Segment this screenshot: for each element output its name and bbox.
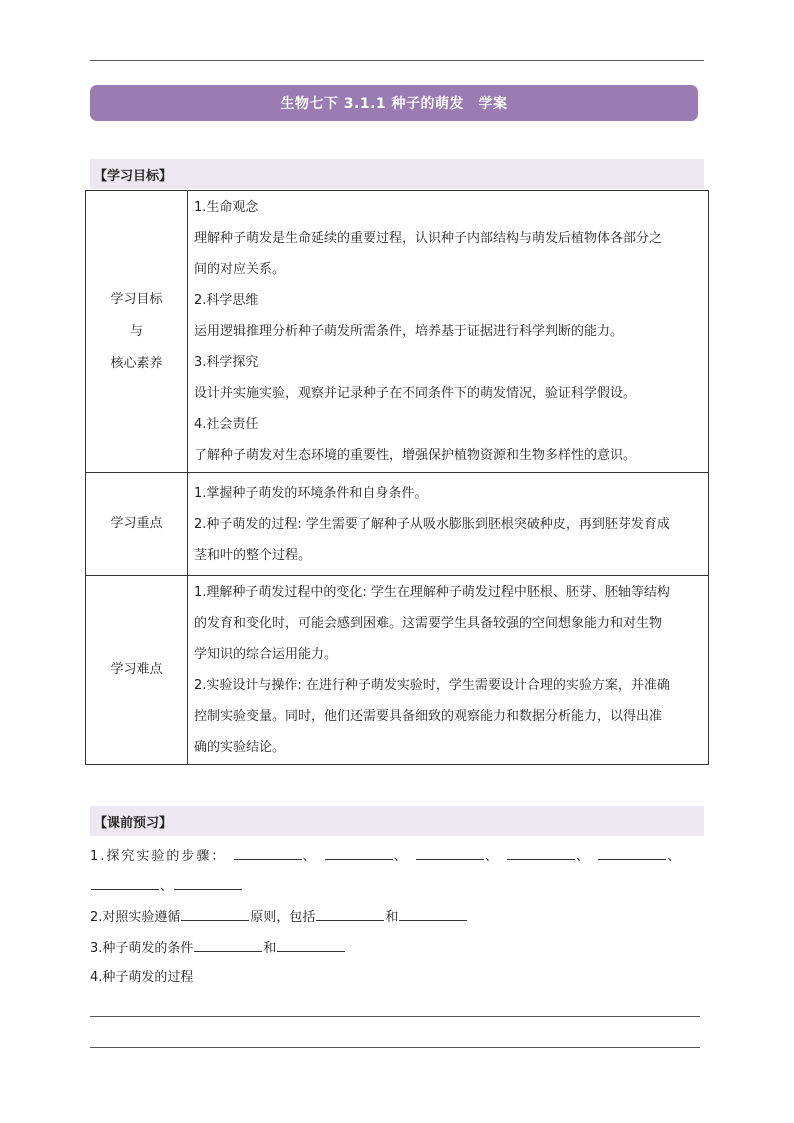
content-line: 1.掌握种子萌发的环境条件和自身条件。 [194,485,428,501]
row-label-line: 核心素养 [110,355,163,371]
content-line: 3.科学探究 [194,355,259,370]
answer-blank[interactable] [416,845,484,860]
preview-question-1-cont [90,875,243,897]
answer-writing-line[interactable] [90,1047,700,1048]
content-line: 学知识的综合运用能力。 [194,647,338,662]
row-label-line: 与 [129,323,143,339]
question-text: 2.对照实验遵循 [90,910,181,925]
question-text: 3.种子萌发的条件 [90,941,194,956]
content-line: 设计并实施实验，观察并记录种子在不同条件下的萌发情况，验证科学假设。 [194,386,637,401]
answer-blank[interactable] [325,845,393,860]
content-line: 确的实验结论。 [194,740,286,755]
title-banner [90,85,698,121]
separator: 、 [393,849,409,864]
preview-question-2 [90,906,468,928]
row-label-key-points: 学习重点 [86,473,188,576]
content-line: 控制实验变量。同时，他们还需要具备细致的观察能力和数据分析能力，以得出准 [194,709,663,724]
preview-question-3 [90,937,346,959]
content-line: 2.实验设计与操作: 在进行种子萌发实验时，学生需要设计合理的实验方案，并准确 [194,678,670,693]
content-line: 了解种子萌发对生态环境的重要性，增强保护植物资源和生物多样性的意识。 [194,448,637,463]
row-label-goals [86,191,188,473]
question-text: 1.探究实验的步骤： [90,849,227,864]
separator: 、 [160,879,174,894]
content-line: 间的对应关系。 [194,262,286,277]
question-text: 和 [385,910,399,925]
row-label-line: 学习目标 [110,291,163,307]
answer-blank[interactable] [174,875,242,890]
question-text: 4.种子萌发的过程 [90,970,194,985]
answer-blank[interactable] [598,845,666,860]
answer-blank[interactable] [181,906,249,921]
preview-section-label: 【课前预习】 [94,815,173,831]
goals-section-header [90,159,704,189]
content-line: 2.科学思维 [194,293,259,308]
content-line: 2.种子萌发的过程: 学生需要了解种子从吸水膨胀到胚根突破种皮，再到胚芽发育成 [194,516,670,532]
row-content-goals [188,191,709,473]
answer-blank[interactable] [234,845,302,860]
content-line: 1.生命观念 [194,200,259,215]
header-rule [90,60,704,61]
question-text: 原则，包括 [250,910,316,925]
separator: 、 [576,849,592,864]
answer-blank[interactable] [316,906,384,921]
content-line: 1.理解种子萌发过程中的变化: 学生在理解种子萌发过程中胚根、胚芽、胚轴等结构 [194,585,670,600]
content-line: 茎和叶的整个过程。 [194,547,312,563]
table-row-key-points [86,473,709,576]
page-title: 生物七下 3.1.1 种子的萌发 学案 [280,96,508,112]
content-line: 理解种子萌发是生命延续的重要过程，认识种子内部结构与萌发后植物体各部分之 [194,231,663,246]
row-content-difficulties [188,576,709,765]
answer-blank[interactable] [91,875,159,890]
question-text: 和 [263,941,277,956]
separator: 、 [484,849,500,864]
preview-question-1 [90,845,682,867]
content-line: 4.社会责任 [194,417,259,432]
preview-question-4 [90,968,193,988]
answer-writing-line[interactable] [90,1016,700,1017]
answer-blank[interactable] [277,937,345,952]
preview-section-header [90,806,704,836]
answer-blank[interactable] [194,937,262,952]
row-content-key-points [188,473,709,576]
answer-blank[interactable] [507,845,575,860]
content-line: 运用逻辑推理分析种子萌发所需条件，培养基于证据进行科学判断的能力。 [194,324,624,339]
content-line: 的发育和变化时，可能会感到困难。这需要学生具备较强的空间想象能力和对生物 [194,616,663,631]
learning-goals-table [85,190,709,765]
table-row-difficulties [86,576,709,765]
goals-section-label: 【学习目标】 [94,168,173,184]
separator: 、 [302,849,318,864]
answer-blank[interactable] [399,906,467,921]
separator: 、 [667,849,683,864]
row-label-difficulties: 学习难点 [86,576,188,765]
table-row-goals [86,191,709,473]
